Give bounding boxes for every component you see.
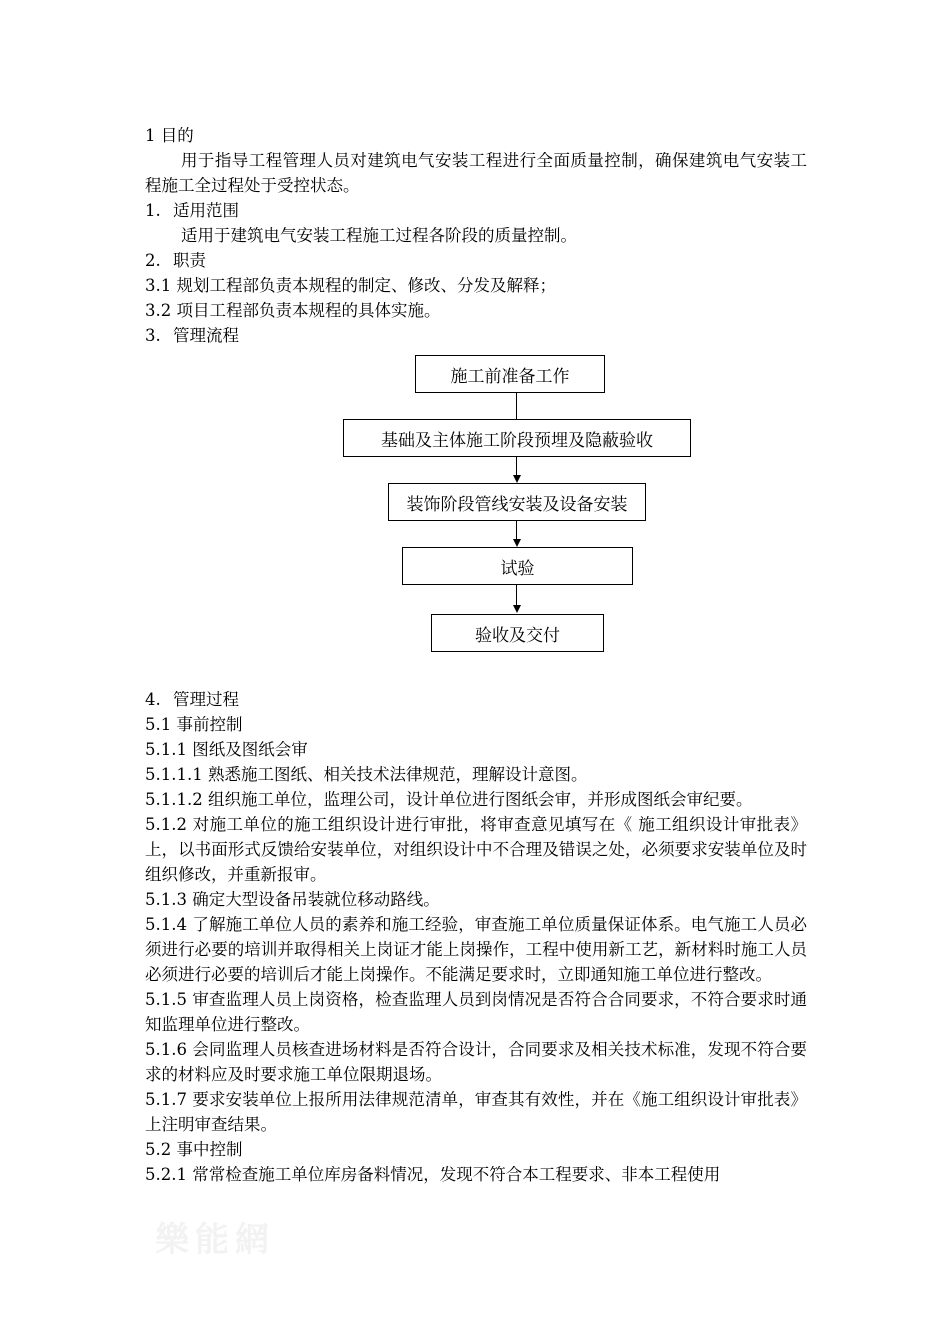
scope-text: 适用于建筑电气安装工程施工过程各阶段的质量控制。 bbox=[181, 226, 577, 245]
flow-step-installation: 装饰阶段管线安装及设备安装 bbox=[388, 483, 646, 521]
clause-text: 5.1.3 确定大型设备吊装就位移动路线。 bbox=[145, 890, 440, 909]
clause-text: 5.1.2 对施工单位的施工组织设计进行审批，将审查意见填写在《 施工组织设计审批表》上，以书面形式反馈给安装单位，对组织设计中不合理及错误之处，必须要求安装单位及时组织修改，并重新报审。 bbox=[145, 815, 807, 884]
section-title-duties bbox=[145, 248, 807, 273]
section-number: 1. bbox=[145, 201, 161, 220]
clause-text: 5.1.1.1 熟悉施工图纸、相关技术法律规范，理解设计意图。 bbox=[145, 765, 588, 784]
flow-connector bbox=[516, 457, 517, 477]
process-flowchart bbox=[145, 352, 807, 687]
section-label: 适用范围 bbox=[173, 201, 239, 220]
section-title-scope bbox=[145, 198, 807, 223]
duty-item: 3.2 项目工程部负责本规程的具体实施。 bbox=[145, 301, 441, 320]
section-number: 3. bbox=[145, 326, 161, 345]
clause-text: 5.1.1.2 组织施工单位，监理公司，设计单位进行图纸会审，并形成图纸会审纪要。 bbox=[145, 790, 753, 809]
subsection-title: 5.1.1 图纸及图纸会审 bbox=[145, 740, 308, 759]
flow-connector bbox=[516, 585, 517, 607]
section-label: 职责 bbox=[173, 251, 206, 270]
section-title-flow bbox=[145, 323, 807, 348]
flow-connector bbox=[516, 521, 517, 541]
section-label: 管理过程 bbox=[173, 690, 239, 709]
flow-step-test: 试验 bbox=[402, 547, 633, 585]
watermark: 樂能網 bbox=[155, 1220, 275, 1260]
section-label: 管理流程 bbox=[173, 326, 239, 345]
flow-step-foundation: 基础及主体施工阶段预埋及隐蔽验收 bbox=[343, 419, 691, 457]
clause-text: 5.1.4 了解施工单位人员的素养和施工经验，审查施工单位质量保证体系。电气施工人员必须进行必要的培训并取得相关上岗证才能上岗操作，工程中使用新工艺，新材料时施工人员必须进行必要的培训后才能上岗操作。不能满足要求时，立即通知施工单位进行整改。 bbox=[145, 915, 807, 984]
section-title-purpose: 1 目的 bbox=[145, 126, 194, 145]
flow-arrow bbox=[513, 539, 521, 547]
flow-arrow bbox=[513, 475, 521, 483]
clause-text: 5.1.5 审查监理人员上岗资格，检查监理人员到岗情况是否符合合同要求，不符合要求时通知监理单位进行整改。 bbox=[145, 990, 807, 1034]
purpose-text: 用于指导工程管理人员对建筑电气安装工程进行全面质量控制，确保建筑电气安装工程施工全过程处于受控状态。 bbox=[145, 151, 807, 195]
duty-item: 3.1 规划工程部负责本规程的制定、修改、分发及解释； bbox=[145, 276, 556, 295]
flow-step-delivery: 验收及交付 bbox=[431, 614, 604, 652]
subsection-title: 5.2 事中控制 bbox=[145, 1140, 243, 1159]
section-number: 2. bbox=[145, 251, 161, 270]
clause-text: 5.2.1 常常检查施工单位库房备料情况，发现不符合本工程要求、非本工程使用 bbox=[145, 1165, 721, 1184]
flow-step-preparation: 施工前准备工作 bbox=[415, 355, 605, 393]
section-title-process bbox=[145, 687, 807, 712]
clause-text: 5.1.6 会同监理人员核查进场材料是否符合设计，合同要求及相关技术标准，发现不符合要求的材料应及时要求施工单位限期退场。 bbox=[145, 1040, 807, 1084]
subsection-title: 5.1 事前控制 bbox=[145, 715, 243, 734]
flow-arrow bbox=[513, 605, 521, 613]
flow-connector bbox=[516, 393, 517, 419]
clause-text: 5.1.7 要求安装单位上报所用法律规范清单，审查其有效性，并在《施工组织设计审批表》上注明审查结果。 bbox=[145, 1090, 807, 1134]
section-number: 4. bbox=[145, 690, 161, 709]
document-body bbox=[145, 123, 807, 1187]
